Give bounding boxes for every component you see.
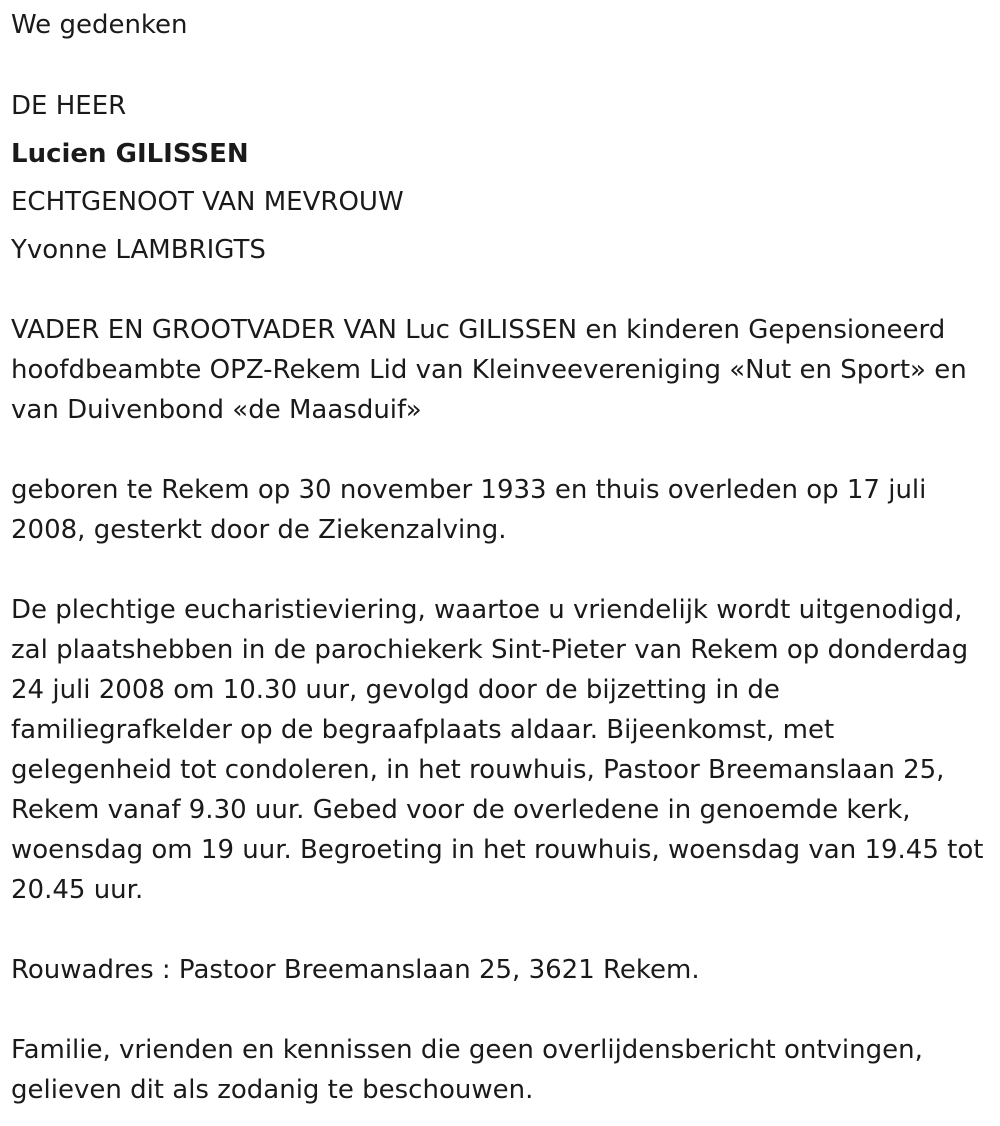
title-prefix: DE HEER	[11, 91, 127, 121]
mourning-address-paragraph: Rouwadres : Pastoor Breemanslaan 25, 3621 Rekem.	[11, 955, 700, 985]
family-paragraph: VADER EN GROOTVADER VAN Luc GILISSEN en kinderen Gepensioneerd hoofdbeambte OPZ-Rekem Lid van Kleinveevereniging «Nut en Sport» en van Duivenbond «de Maasduif»	[11, 315, 967, 425]
intro-text: We gedenken	[11, 10, 188, 40]
ceremony-paragraph: De plechtige eucharistieviering, waartoe u vriendelijk wordt uitgenodigd, zal plaatshebben in de parochiekerk Sint-Pieter van Rekem op donderdag 24 juli 2008 om 10.30 uur, gevolgd door de bijzetting in de familiegrafkelder op de begraafplaats aldaar. Bijeenkomst, met gelegenheid tot condoleren, in het rouwhuis, Pastoor Breemanslaan 25, Rekem vanaf 9.30 uur. Gebed voor de overledene in genoemde kerk, woensdag om 19 uur. Begroeting in het rouwhuis, woensdag van 19.45 tot 20.45 uur.	[11, 595, 984, 905]
spouse-name: Yvonne LAMBRIGTS	[11, 235, 266, 265]
deceased-name: Lucien GILISSEN	[11, 139, 249, 169]
notice-paragraph: Familie, vrienden en kennissen die geen overlijdensbericht ontvingen, gelieven dit als zodanig te beschouwen.	[11, 1035, 923, 1105]
spouse-label: ECHTGENOOT VAN MEVROUW	[11, 187, 404, 217]
birth-death-paragraph: geboren te Rekem op 30 november 1933 en thuis overleden op 17 juli 2008, gesterkt door de Ziekenzalving.	[11, 475, 927, 545]
